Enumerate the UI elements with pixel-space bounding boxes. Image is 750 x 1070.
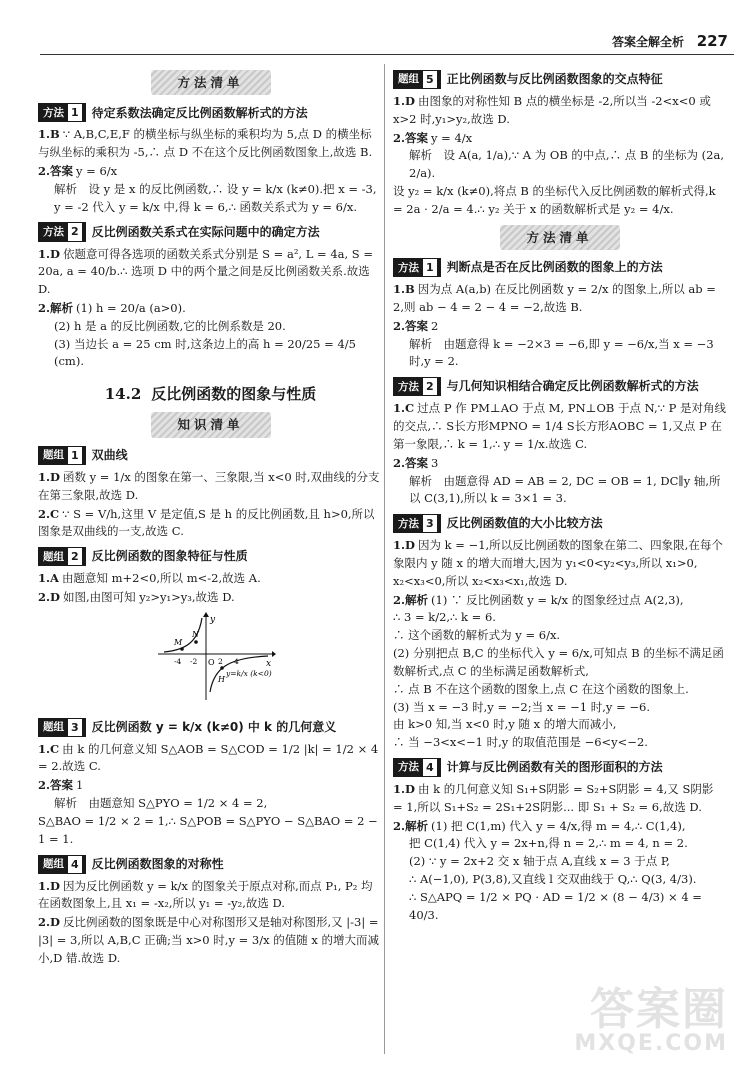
method-2-heading — [38, 222, 383, 241]
point-m-label: M — [174, 637, 183, 647]
header-brand: 答案全解全析 — [611, 35, 684, 49]
method-title: 待定系数法确定反比例函数解析式的方法 — [91, 105, 308, 120]
answer-item: 2.答案 3 解析 由题意得 AD = AB = 2, DC = OB = 1, DC∥y 轴,所以 C(3,1),所以 k = 3×1 = 3. — [393, 455, 721, 506]
method-title: 计算与反比例函数有关的图形面积的方法 — [446, 760, 663, 775]
method-tag: 方法 2 — [38, 222, 86, 241]
method-title: 判断点是否在反比例函数的图象上的方法 — [446, 260, 663, 275]
group-tag: 题组 2 — [38, 547, 86, 566]
hyperbola-graph — [156, 612, 276, 702]
method-tag: 方法 2 — [393, 377, 441, 396]
group-tag: 题组 3 — [38, 718, 86, 737]
group-2-heading — [38, 547, 383, 566]
answer-item: 2.D 如图,由图可知 y₂>y₁>y₃,故选 D. — [38, 590, 235, 604]
method-1-heading — [38, 103, 383, 122]
origin-label: O — [208, 657, 215, 667]
method-3-heading — [393, 514, 726, 533]
right-column — [393, 64, 726, 925]
group-4-heading — [38, 855, 383, 874]
answer-item: 1.D 依题意可得各选项的函数关系式分别是 S = a², L = 4a, S = 20a, a = 40/b.∴ 选项 D 中的两个量之间是反比例函数关系.故选 D. — [38, 246, 373, 297]
left-column — [38, 64, 383, 969]
tick-minus-4: -4 — [174, 656, 182, 666]
axis-label-x: x — [266, 658, 272, 669]
tick-4: 4 — [234, 656, 239, 666]
method-2-heading — [393, 377, 726, 396]
group-title: 反比例函数图象的对称性 — [91, 856, 224, 871]
method-title: 反比例函数值的大小比较方法 — [446, 516, 603, 531]
group-1-heading — [38, 446, 383, 465]
method-title: 与几何知识相结合确定反比例函数解析式的方法 — [446, 379, 699, 394]
group-tag: 题组 1 — [38, 446, 86, 465]
group-tag: 题组 4 — [38, 855, 86, 874]
answer-item: 1.D 函数 y = 1/x 的图象在第一、三象限,当 x<0 时,双曲线的分支在第三象限,故选 D. — [38, 469, 380, 502]
group-tag: 题组 5 — [393, 70, 441, 89]
answer-item: 1.D 因为 k = −1,所以反比例函数的图象在第二、四象限,在每个象限内 y 随 x 的增大而增大,因为 y₁<0<y₂<y₃,所以 x₁>0, x₂<x₃<0,所以 x₂<x₃<x₁,故选 D. — [393, 538, 723, 588]
group-title: 反比例函数 y = k/x (k≠0) 中 k 的几何意义 — [91, 719, 337, 734]
tick-2: 2 — [218, 656, 223, 666]
method-tag: 方法 1 — [393, 258, 441, 277]
group-title: 双曲线 — [91, 448, 128, 463]
method-1-heading — [393, 258, 726, 277]
answer-item: 2.解析 (1) 把 C(1,m) 代入 y = 4/x,得 m = 4,∴ C(1,4), 把 C(1,4) 代入 y = 2x+n,得 n = 2,∴ m = 4, n = 2. (2) ∵ y = 2x+2 交 x 轴于点 A,直线 x = 3 于点 P, ∴ A(−1,0), P(3,8),又直线 l 交双曲线于 Q,∴ Q(3, 4/3). ∴ S△APQ = 1/2 × PQ · AD = 1/2 × (8 − 4/3) × 4 = 40/3. — [393, 818, 702, 922]
answer-item: 1.D 由图象的对称性知 B 点的横坐标是 -2,所以当 -2<x<0 或 x>2 时,y₁>y₂,故选 D. — [393, 94, 711, 126]
answer-item: 1.A 由题意知 m+2<0,所以 m<-2,故选 A. — [38, 571, 261, 586]
banner-knowledge-list: 知识清单 — [151, 412, 271, 437]
answer-item: 1.B 因为点 A(a,b) 在反比例函数 y = 2/x 的图象上,所以 ab = 2,则 ab − 4 = 2 − 4 = −2,故选 B. — [393, 282, 716, 314]
tick-minus-2: -2 — [190, 656, 198, 666]
watermark: 答案圈 MXQE.COM — [574, 983, 728, 1056]
page-number: 227 — [696, 32, 728, 50]
group-3-heading — [38, 718, 383, 737]
answer-item: 1.C 由 k 的几何意义知 S△AOB = S△COD = 1/2 |k| = 1/2 × 4 = 2.故选 C. — [38, 741, 379, 774]
answer-item: 2.D 反比例函数的图象既是中心对称图形又是轴对称图形,又 |-3| = |3| = 3,所以 A,B,C 正确;当 x>0 时,y = 3/x 的值随 x 的增大而减小,D 错.故选 D. — [38, 915, 380, 965]
group-title: 正比例函数与反比例函数图象的交点特征 — [446, 72, 663, 87]
method-tag: 方法 1 — [38, 103, 86, 122]
answer-item: 2.解析 (1) h = 20/a (a>0). (2) h 是 a 的反比例函数,它的比例系数是 20. (3) 当边长 a = 25 cm 时,这条边上的高 h = 20/25 = 4/5 (cm). — [38, 300, 356, 369]
answer-item: 2.答案 1 解析 由题意知 S△PYO = 1/2 × 4 = 2, S△BAO = 1/2 × 2 = 1,∴ S△POB = S△PYO − S△BAO = 2 − 1 = 1. — [38, 778, 378, 846]
method-tag: 方法 3 — [393, 514, 441, 533]
answer-item: 1.B ∵ A,B,C,E,F 的横坐标与纵坐标的乘积均为 5,点 D 的横坐标与纵坐标的乘积为 -5,∴ 点 D 不在这个反比例函数图象上,故选 B. — [38, 127, 373, 160]
column-divider — [384, 64, 385, 1054]
answer-item: 2.解析 (1) ∵ 反比例函数 y = k/x 的图象经过点 A(2,3), ∴ 3 = k/2,∴ k = 6. ∴ 这个函数的解析式为 y = 6/x. (2) 分别把点 B,C 的坐标代入 y = 6/x,可知点 B 的坐标不满足函数解析式,点 C 的坐标满足函数解析式, ∴ 点 B 不在这个函数的图象上,点 C 在这个函数的图象上. (3) 当 x = −3 时,y = −2;当 x = −1 时,y = −6. 由 k>0 知,当 x<0 时,y 随 x 的增大而减小, ∴ 当 −3<x<−1 时,y 的取值范围是 −6<y<−2. — [393, 592, 724, 750]
group-5-heading — [393, 70, 726, 89]
banner-method-list: 方法清单 — [151, 70, 271, 95]
point-h-label: H — [218, 674, 225, 684]
answer-item: 1.D 因为反比例函数 y = k/x 的图象关于原点对称,而点 P₁, P₂ 均在函数图象上,且 x₁ = -x₂,所以 y₁ = -y₂,故选 D. — [38, 878, 373, 911]
point-n-label: N — [192, 629, 199, 639]
answer-item: 2.C ∵ S = V/h,这里 V 是定值,S 是 h 的反比例函数,且 h>0,所以图象是双曲线的一支,故选 C. — [38, 506, 375, 539]
answer-item: 2.答案 y = 6/x 解析 设 y 是 x 的反比例函数,∴ 设 y = k/x (k≠0).把 x = -3, y = -2 代入 y = k/x 中,得 k = 6,∴ 函数关系式为 y = 6/x. — [38, 164, 377, 214]
group-title: 反比例函数的图象特征与性质 — [91, 549, 248, 564]
answer-item: 1.C 过点 P 作 PM⊥AO 于点 M, PN⊥OB 于点 N,∵ P 是对角线的交点,∴ S长方形MPNO = 1/4 S长方形AOBC = 1,又点 P 在第一象限,∴ k = 1,∴ y = 1/x.故选 C. — [393, 401, 726, 451]
answer-item: 1.D 由 k 的几何意义知 S₁+S阴影 = S₂+S阴影 = 4,又 S阴影 = 1,所以 S₁+S₂ = 2S₁+2S阴影... 即 S₁ + S₂ = 6,故选 D. — [393, 781, 714, 814]
page-header — [40, 30, 734, 55]
answer-item: 2.答案 2 解析 由题意得 k = −2×3 = −6,即 y = −6/x,当 x = −3 时,y = 2. — [393, 318, 714, 369]
method-title: 反比例函数关系式在实际问题中的确定方法 — [91, 224, 320, 239]
banner-method-list: 方法清单 — [500, 225, 620, 250]
method-tag: 方法 4 — [393, 758, 441, 777]
answer-item: 2.答案 y = 4/x 解析 设 A(a, 1/a),∵ A 为 OB 的中点,∴ 点 B 的坐标为 (2a, 2/a). 设 y₂ = k/x (k≠0),将点 B 的坐标代入反比例函数的解析式得,k = 2a · 2/a = 4.∴ y₂ 关于 x 的函数解析式是 y₂ = 4/x. — [393, 130, 724, 216]
axis-label-y: y — [210, 614, 216, 625]
method-4-heading — [393, 758, 726, 777]
function-label: y=k/x (k<0) — [226, 668, 272, 678]
section-title: 14.2 反比例函数的图象与性质 — [104, 385, 317, 404]
